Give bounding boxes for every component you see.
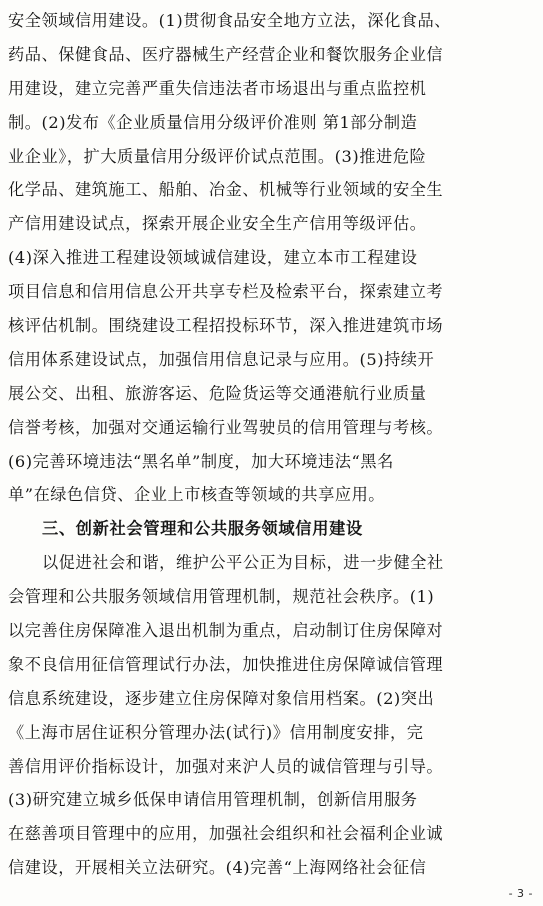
text-line: 会管理和公共服务领域信用管理机制，规范社会秩序。(1) [8,587,435,607]
text-line: 产信用建设试点，探索开展企业安全生产信用等级评估。 [8,214,427,234]
text-line: 善信用评价指标设计，加强对来沪人员的诚信管理与引导。 [8,756,444,776]
text-line: 安全领域信用建设。(1)贯彻食品安全地方立法，深化食品、 [8,11,452,30]
text-line: (6)完善环境违法“黑名单”制度，加大环境违法“黑名 [8,451,394,471]
body-text [8,4,535,885]
text-line: 药品、保健食品、医疗器械生产经营企业和餐饮服务企业信 [8,44,444,64]
text-line: (4)深入推进工程建设领域诚信建设，建立本市工程建设 [8,248,418,268]
text-line: 信息系统建设，逐步建立住房保障对象信用档案。(2)突出 [8,688,435,708]
text-line: 信用体系建设试点，加强信用信息记录与应用。(5)持续开 [8,349,435,369]
text-line: 展公交、出租、旅游客运、危险货运等交通港航行业质量 [8,383,427,403]
section-heading: 三、创新社会管理和公共服务领域信用建设 [42,519,363,539]
text-line: 信建设，开展相关立法研究。(4)完善“上海网络社会征信 [8,858,427,878]
text-line: 化学品、建筑施工、船舶、冶金、机械等行业领域的安全生 [8,180,444,200]
paragraph-first-line: 以促进社会和谐，维护公平公正为目标，进一步健全社 [42,553,444,573]
text-line: 项目信息和信用信息公开共享专栏及检索平台，探索建立考 [8,282,444,302]
text-line: 单”在绿色信贷、企业上市核查等领域的共享应用。 [8,485,386,505]
text-line: (3)研究建立城乡低保申请信用管理机制，创新信用服务 [8,790,418,810]
text-line: 业企业》，扩大质量信用分级评价试点范围。(3)推进危险 [8,146,427,166]
text-line: 信誉考核，加强对交通运输行业驾驶员的信用管理与考核。 [8,417,444,437]
text-line: 核评估机制。围绕建设工程招投标环节，深入推进建筑市场 [8,316,444,336]
text-line: 制。(2)发布《企业质量信用分级评价准则 第1部分制造 [8,112,418,132]
text-line: 象不良信用征信管理试行办法，加快推进住房保障诚信管理 [8,654,444,674]
text-line: 在慈善项目管理中的应用，加强社会组织和社会福利企业诚 [8,824,444,844]
text-line: 《上海市居住证积分管理办法(试行)》信用制度安排，完 [8,722,424,742]
text-line: 用建设，建立完善严重失信违法者市场退出与重点监控机 [8,78,427,98]
page-number: - 3 - [508,887,533,900]
text-line: 以完善住房保障准入退出机制为重点，启动制订住房保障对 [8,621,444,641]
